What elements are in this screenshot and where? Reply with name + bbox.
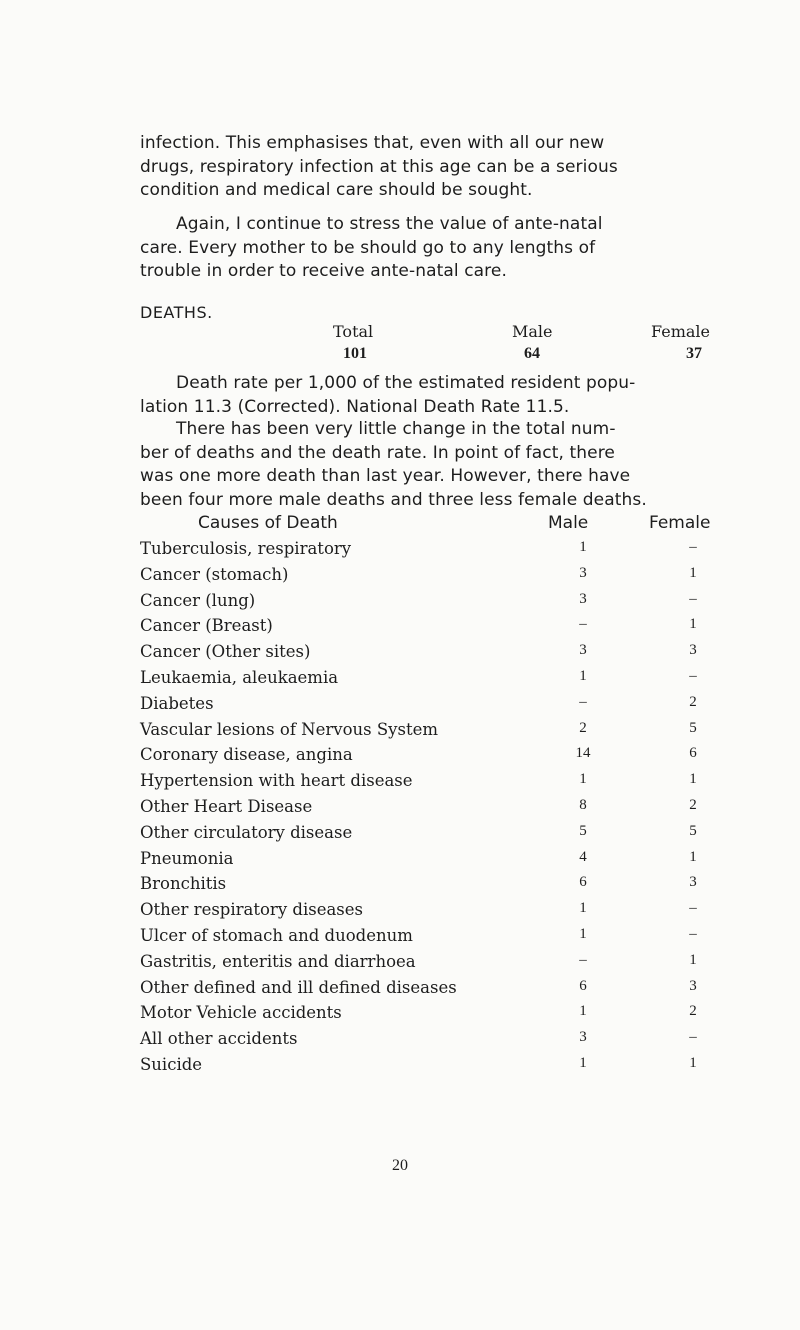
female-count-cell: 6 — [689, 745, 697, 762]
male-count-cell: 3 — [579, 1029, 587, 1046]
male-count-cell: – — [579, 693, 587, 710]
female-count-cell: 2 — [689, 1003, 697, 1020]
male-count-cell: 3 — [579, 642, 587, 659]
total-deaths-value: 101 — [343, 345, 367, 362]
male-count-cell: 1 — [579, 1055, 587, 1071]
female-count-cell: 1 — [689, 848, 697, 865]
table-row — [0, 900, 800, 926]
paragraph-ante-natal-care — [140, 213, 732, 284]
cause-cell: Cancer (Other sites) — [140, 642, 311, 662]
text-line: Death rate per 1,000 of the estimated resident popu- — [176, 373, 636, 393]
female-count-cell: 3 — [689, 642, 697, 659]
male-count-cell: – — [579, 951, 587, 968]
text-line: drugs, respiratory infection at this age can be a serious — [140, 156, 618, 177]
female-column-header: Female — [649, 513, 711, 533]
cause-cell: Other circulatory disease — [140, 822, 353, 842]
text-line: Again, I continue to stress the value of ante-natal — [176, 214, 603, 234]
cause-cell: Cancer (lung) — [140, 590, 256, 610]
table-row — [0, 539, 800, 565]
male-label: Male — [512, 322, 553, 341]
total-label: Total — [333, 322, 374, 341]
female-count-cell: – — [689, 926, 697, 942]
table-row — [0, 565, 800, 591]
table-row — [0, 978, 800, 1004]
female-count-cell: – — [689, 590, 697, 607]
table-row — [0, 694, 800, 720]
cause-cell: Hypertension with heart disease — [140, 771, 413, 791]
cause-cell: All other accidents — [140, 1029, 298, 1049]
male-count-cell: 1 — [579, 771, 587, 788]
table-row — [0, 874, 800, 900]
male-count-cell: 3 — [579, 590, 587, 607]
female-count-cell: – — [689, 668, 697, 684]
cause-cell: Other Heart Disease — [140, 797, 313, 816]
male-count-cell: – — [579, 616, 587, 633]
table-row — [0, 720, 800, 746]
table-row — [0, 1003, 800, 1029]
table-row — [0, 1029, 800, 1055]
cause-cell: Tuberculosis, respiratory — [140, 539, 352, 558]
cause-cell: Suicide — [140, 1055, 203, 1074]
male-deaths-value: 64 — [524, 345, 540, 362]
female-count-cell: 5 — [689, 822, 697, 839]
male-count-cell: 1 — [579, 539, 587, 555]
female-count-cell: 1 — [689, 1055, 697, 1071]
cause-cell: Vascular lesions of Nervous System — [140, 719, 438, 739]
cause-cell: Pneumonia — [140, 848, 234, 868]
text-line: infection. This emphasises that, even with all our new — [140, 133, 605, 153]
paragraph-deaths-change — [140, 418, 732, 512]
cause-cell: Leukaemia, aleukaemia — [140, 668, 339, 687]
male-count-cell: 14 — [575, 745, 591, 762]
female-count-cell: 2 — [689, 797, 697, 813]
female-label: Female — [651, 322, 710, 341]
cause-cell: Ulcer of stomach and duodenum — [140, 926, 413, 945]
causes-column-header: Causes of Death — [198, 513, 338, 533]
female-count-cell: 3 — [689, 874, 697, 891]
table-row — [0, 771, 800, 797]
text-line: lation 11.3 (Corrected). National Death Rate 11.5. — [140, 396, 570, 417]
table-row — [0, 642, 800, 668]
male-count-cell: 3 — [579, 564, 587, 581]
table-row — [0, 745, 800, 771]
table-row — [0, 926, 800, 952]
male-count-cell: 4 — [579, 848, 587, 865]
cause-cell: Other defined and ill defined diseases — [140, 977, 457, 997]
female-count-cell: – — [689, 539, 697, 555]
table-row — [0, 952, 800, 978]
female-count-cell: 5 — [689, 719, 697, 736]
table-row — [0, 1055, 800, 1081]
paragraph-respiratory-infection — [140, 132, 732, 203]
male-count-cell: 1 — [579, 900, 587, 917]
cause-cell: Cancer (stomach) — [140, 564, 289, 584]
female-count-cell: 1 — [689, 564, 697, 581]
female-count-cell: 1 — [689, 771, 697, 788]
male-count-cell: 6 — [579, 977, 587, 994]
text-line: was one more death than last year. However, there have — [140, 466, 631, 486]
female-count-cell: 1 — [689, 951, 697, 968]
male-count-cell: 6 — [579, 874, 587, 891]
text-line: condition and medical care should be sought. — [140, 180, 533, 200]
male-count-cell: 2 — [579, 719, 587, 736]
cause-cell: Cancer (Breast) — [140, 616, 273, 636]
table-row — [0, 823, 800, 849]
table-row — [0, 797, 800, 823]
paragraph-death-rate — [140, 372, 732, 419]
female-count-cell: 2 — [689, 693, 697, 710]
table-row — [0, 616, 800, 642]
text-line: There has been very little change in the total num- — [176, 419, 616, 439]
cause-cell: Gastritis, enteritis and diarrhoea — [140, 951, 416, 971]
female-count-cell: 3 — [689, 977, 697, 994]
page-number: 20 — [392, 1157, 408, 1174]
female-count-cell: 1 — [689, 616, 697, 633]
female-deaths-value: 37 — [686, 345, 702, 362]
female-count-cell: – — [689, 900, 697, 917]
male-count-cell: 1 — [579, 1003, 587, 1020]
text-line: ber of deaths and the death rate. In point of fact, there — [140, 442, 615, 463]
male-count-cell: 1 — [579, 926, 587, 942]
cause-cell: Diabetes — [140, 693, 214, 713]
text-line: care. Every mother to be should go to any lengths of — [140, 237, 596, 258]
female-count-cell: – — [689, 1029, 697, 1046]
deaths-heading: DEATHS. — [140, 303, 213, 322]
male-column-header: Male — [548, 513, 589, 533]
male-count-cell: 5 — [579, 822, 587, 839]
male-count-cell: 1 — [579, 668, 587, 684]
table-row — [0, 668, 800, 694]
male-count-cell: 8 — [579, 797, 587, 813]
text-line: been four more male deaths and three less female deaths. — [140, 489, 647, 510]
cause-cell: Other respiratory diseases — [140, 900, 363, 920]
text-line: trouble in order to receive ante-natal care. — [140, 261, 507, 281]
cause-cell: Bronchitis — [140, 874, 227, 894]
cause-cell: Motor Vehicle accidents — [140, 1003, 342, 1023]
cause-cell: Coronary disease, angina — [140, 745, 353, 765]
table-row — [0, 591, 800, 617]
table-row — [0, 849, 800, 875]
